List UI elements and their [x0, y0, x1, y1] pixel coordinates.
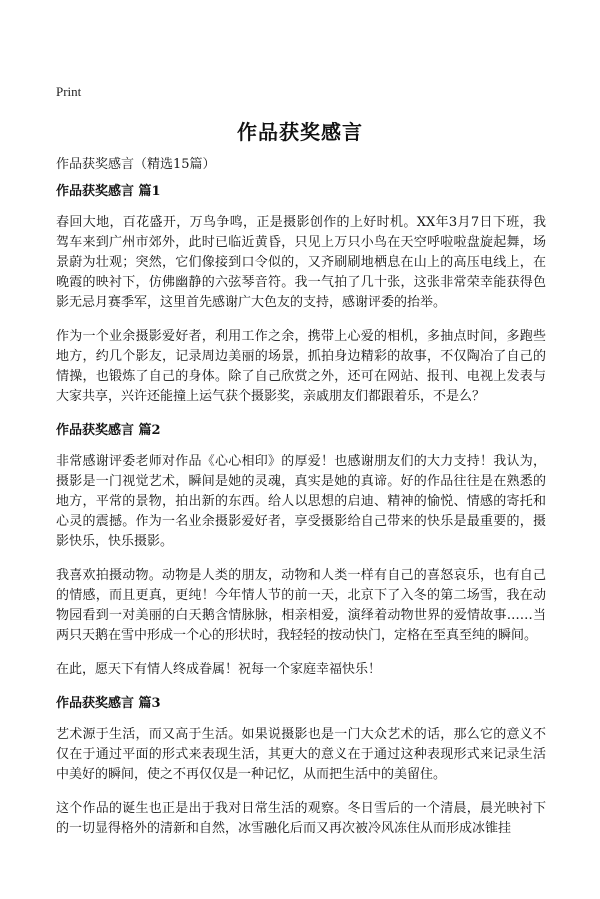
section-heading: 作品获奖感言 篇3	[56, 696, 161, 711]
paragraph: 非常感谢评委老师对作品《心心相印》的厚爱！也感谢朋友们的大力支持！我认为，摄影是一门视觉艺术，瞬间是她的灵魂，真实是她的真谛。好的作品往往是在熟悉的地方，平常的景物，拍出新的东西。给人以思想的启迪、精神的愉悦、情感的寄托和心灵的震撼。作为一名业余摄影爱好者，享受摄影给自己带来的快乐是最重要的，摄影快乐，快乐摄影。	[56, 454, 546, 549]
section-heading: 作品获奖感言 篇2	[56, 423, 161, 438]
section-2	[56, 421, 546, 680]
document-body	[56, 182, 546, 853]
paragraph: 我喜欢拍摄动物。动物是人类的朋友，动物和人类一样有自己的喜怒哀乐，也有自己的情感，而且更真，更纯！今年情人节的前一天，北京下了入冬的第二场雪，我在动物园看到一对美丽的白天鹅含情脉脉，相亲相爱，演绎着动物世界的爱情故事……当两只天鹅在雪中形成一个心的形状时，我轻轻的按动快门，定格在至真至纯的瞬间。	[56, 568, 546, 643]
section-1	[56, 182, 546, 407]
paragraph: 春回大地，百花盛开，万鸟争鸣，正是摄影创作的上好时机。XX年3月7日下班，我驾车来到广州市郊外，此时已临近黄昏，只见上万只小鸟在天空呼啦啦盘旋起舞，场景蔚为壮观；突然，它们像接到口令似的，又齐刷刷地栖息在山上的高压电线上，在晚霞的映衬下，仿佛幽静的六弦琴音符。我一气拍了几十张，这张非常荣幸能获得色影无忌月赛季军，这里首先感谢广大色友的支持，感谢评委的抬举。	[56, 215, 546, 310]
paragraph: 作为一个业余摄影爱好者，利用工作之余，携带上心爱的相机，多抽点时间，多跑些地方，约几个影友，记录周边美丽的场景，抓拍身边精彩的故事，不仅陶冶了自己的情操，也锻炼了自己的身体。除了自己欣赏之外，还可在网站、报刊、电视上发表与大家共享，兴许还能撞上运气获个摄影奖，亲戚朋友们都跟着乐，不是么？	[56, 329, 546, 404]
print-link[interactable]: Print	[56, 84, 82, 99]
page-title: 作品获奖感言	[237, 120, 363, 144]
paragraph: 这个作品的诞生也正是出于我对日常生活的观察。冬日雪后的一个清晨，晨光映衬下的一切显得格外的清新和自然，冰雪融化后而又再次被冷风冻住从而形成冰锥挂	[56, 801, 546, 836]
section-3	[56, 694, 546, 839]
paragraph: 在此，愿天下有情人终成眷属！祝每一个家庭幸福快乐！	[56, 662, 382, 677]
document-subtitle: 作品获奖感言（精选15篇）	[56, 157, 216, 172]
section-heading: 作品获奖感言 篇1	[56, 184, 161, 199]
paragraph: 艺术源于生活，而又高于生活。如果说摄影也是一门大众艺术的话，那么它的意义不仅在于通过平面的形式来表现生活，其更大的意义在于通过这种表现形式来记录生活中美好的瞬间，使之不再仅仅是一种记忆，从而把生活中的美留住。	[56, 727, 546, 782]
